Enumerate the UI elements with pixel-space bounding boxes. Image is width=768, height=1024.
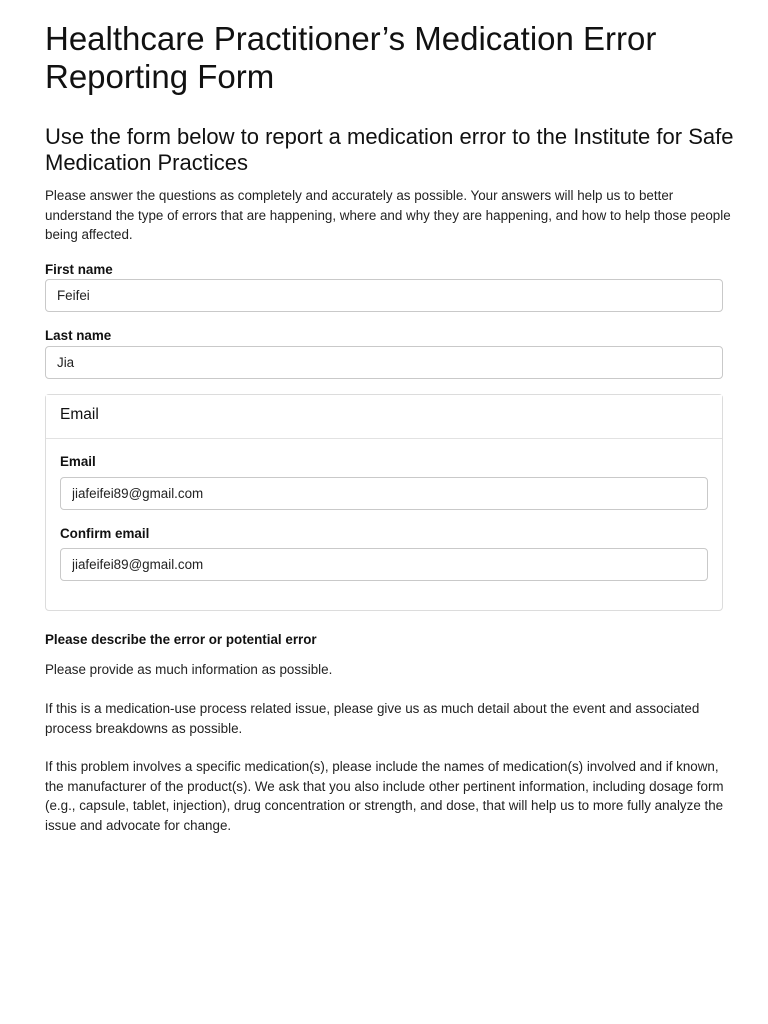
email-fieldset-legend: Email bbox=[60, 406, 99, 423]
confirm-email-input[interactable] bbox=[60, 548, 708, 581]
email-input[interactable] bbox=[60, 477, 708, 510]
confirm-email-label: Confirm email bbox=[60, 526, 150, 541]
page-subtitle: Use the form below to report a medication error to the Institute for Safe Medication Practices bbox=[45, 124, 734, 175]
last-name-label: Last name bbox=[45, 328, 112, 343]
first-name-label: First name bbox=[45, 262, 113, 277]
email-label: Email bbox=[60, 454, 96, 469]
error-help-text: If this problem involves a specific medication(s), please include the names of medication(s) involved and if known, the manufacturer of the product(s). We ask that you also include other pertinent information, including dosage form (e.g., capsule, tablet, injection), drug concentration or strength, and dose, that will help us to more fully analyze the issue and advocate for change. bbox=[45, 759, 724, 833]
error-help-text: Please provide as much information as possible. bbox=[45, 662, 333, 677]
error-help-text: If this is a medication-use process related issue, please give us as much detail about the event and associated process breakdowns as possible. bbox=[45, 701, 700, 736]
page-title: Healthcare Practitioner’s Medication Error Reporting Form bbox=[45, 20, 657, 95]
first-name-input[interactable] bbox=[45, 279, 723, 312]
last-name-input[interactable] bbox=[45, 346, 723, 379]
email-fieldset bbox=[45, 394, 723, 611]
error-description-heading: Please describe the error or potential error bbox=[45, 632, 317, 647]
intro-text: Please answer the questions as completely and accurately as possible. Your answers will help us to better understand the type of errors that are happening, where and why they are happening, and how to help those people being affected. bbox=[45, 188, 731, 242]
email-fieldset-header bbox=[46, 395, 722, 439]
